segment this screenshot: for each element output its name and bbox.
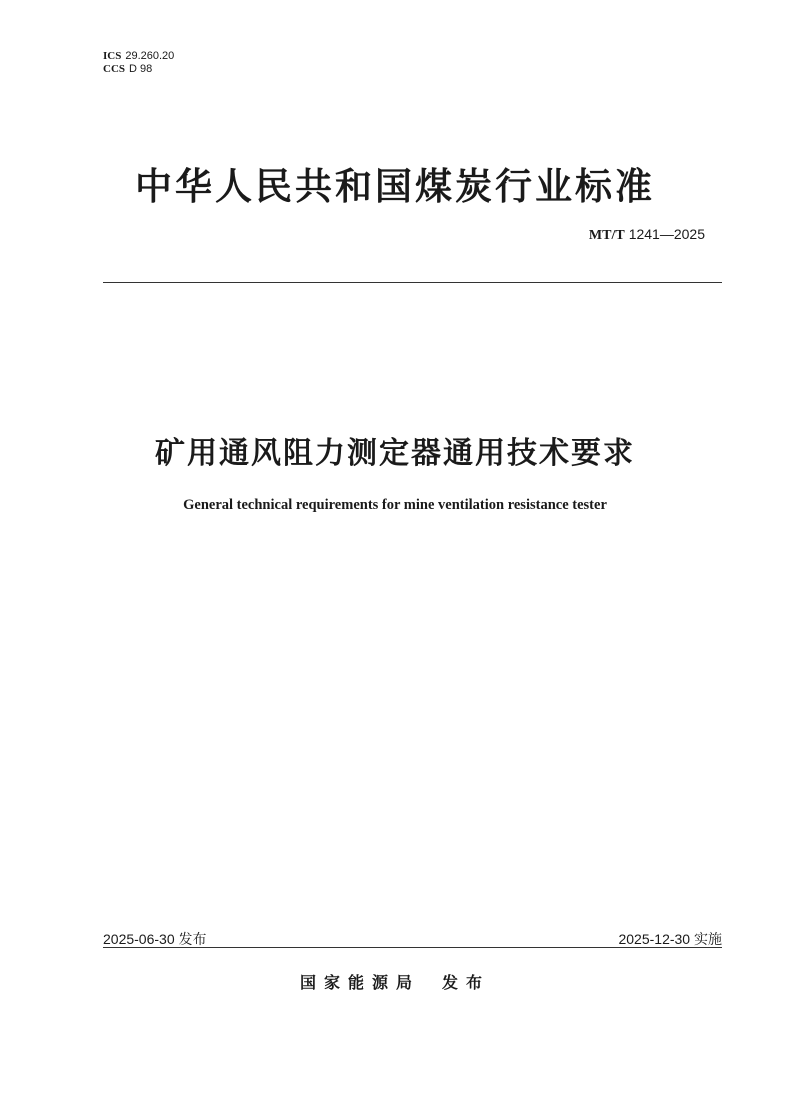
ccs-row [103,63,174,76]
ccs-label: CCS [103,63,126,75]
standard-prefix: MT/T [588,228,625,243]
publish-date: 2025-06-30 发布 [103,931,207,947]
issuing-authority: 国家能源局 [299,973,420,992]
top-divider [103,282,722,283]
classification-codes [103,50,174,76]
industry-standard-title: 中华人民共和国煤炭行业标准 [135,165,655,208]
ics-value: 29.260.20 [125,50,175,62]
implementation-date: 2025-12-30 实施 [618,931,722,947]
ics-row [103,50,174,63]
ccs-value: D 98 [129,63,153,75]
document-title-english: General technical requirements for mine ventilation resistance tester [183,497,607,513]
ics-label: ICS [103,50,122,62]
standard-code: 1241—2025 [628,226,705,242]
standard-number [589,226,705,244]
issuer-line [0,970,790,993]
bottom-divider [103,947,722,948]
document-title-chinese: 矿用通风阻力测定器通用技术要求 [155,436,635,471]
issue-action: 发布 [442,973,491,992]
